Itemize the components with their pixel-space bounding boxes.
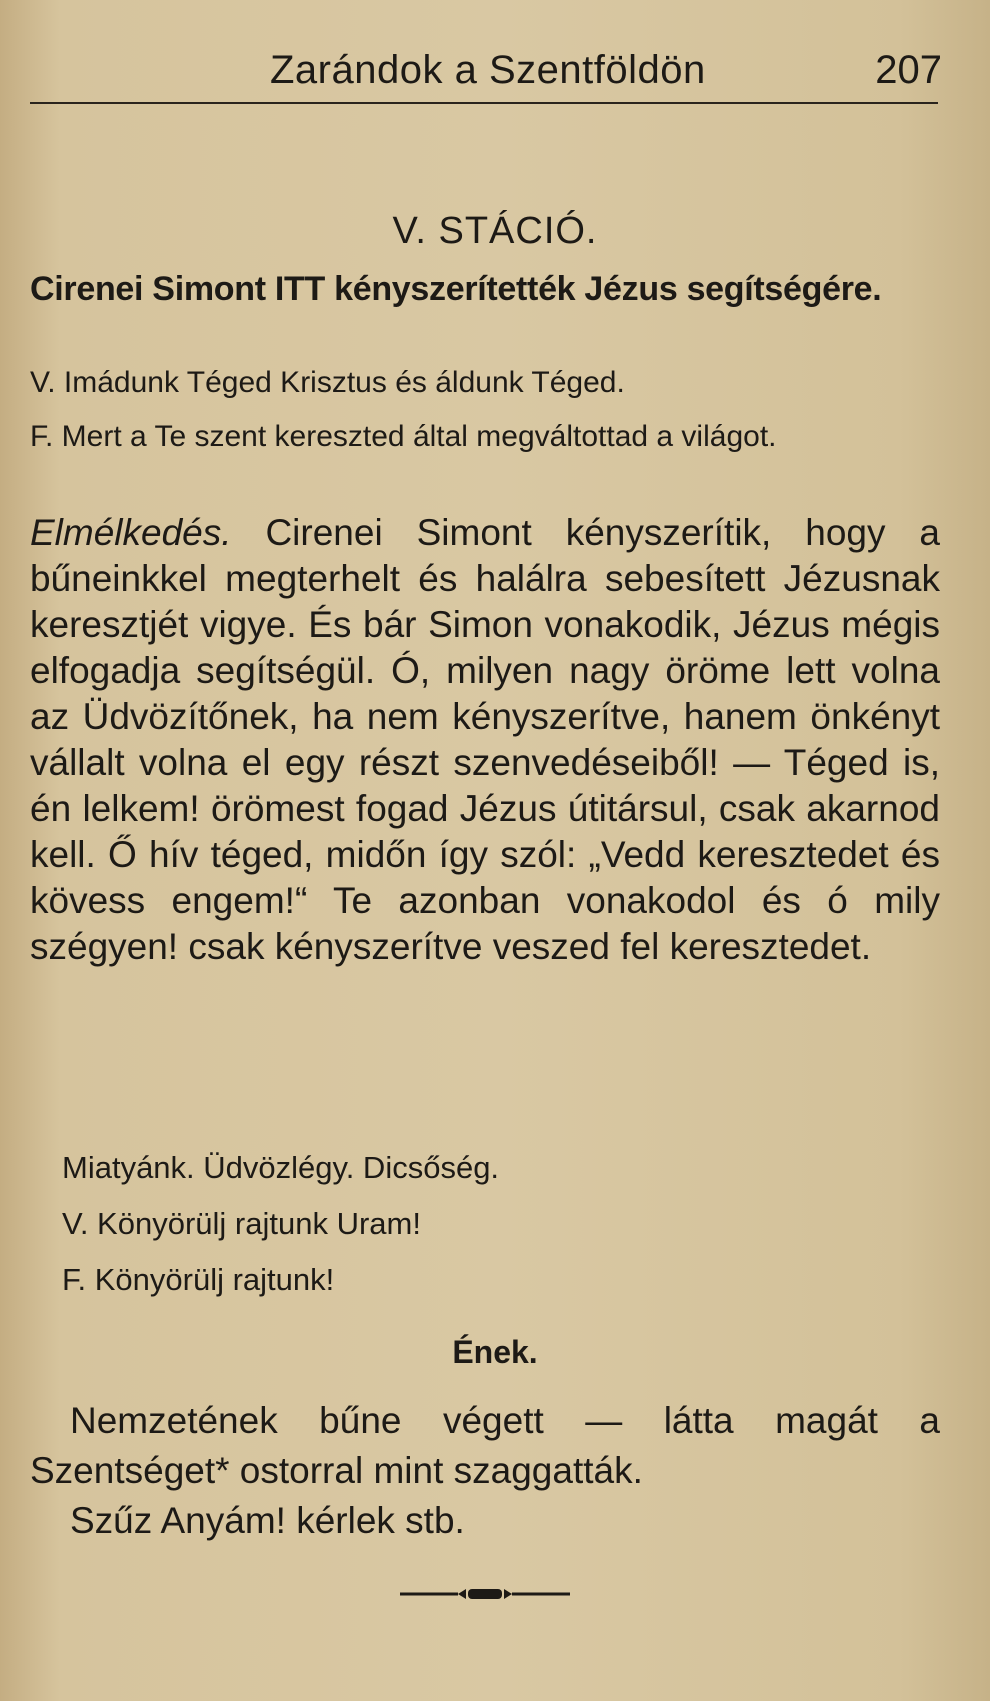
meditation-paragraph [30, 510, 940, 970]
prayers-line-3: F. Könyörülj rajtunk! [62, 1262, 335, 1297]
header-rule [30, 102, 938, 104]
prayers-line-2: V. Könyörülj rajtunk Uram! [62, 1206, 421, 1241]
page-number: 207 [875, 48, 942, 92]
song-verse [30, 1396, 940, 1546]
end-ornament-icon [400, 1588, 570, 1600]
meditation-label: Elmélkedés. [30, 512, 232, 553]
station-heading: V. STÁCIÓ. [392, 210, 598, 252]
meditation-text: Cirenei Simont kényszerítik, hogy a bűneinkkel megterhelt és halálra sebesített Jézusnak keresztjét vigye. És bár Simon vonakodik, Jézus mégis elfogadja segítségül. Ó, milyen nagy öröme lett volna az Üdvözítőnek, ha nem kényszerítve, hanem önkényt vállalt volna el egy részt szenvedéseiből! — Téged is, én lelkem! örömest fogad Jézus útitársul, csak akarnod kell. Ő hív téged, midőn így szól: „Vedd keresztedet és kövess engem!“ Te azonban vonakodol és ó mily szégyen! csak kényszerítve veszed fel keresztedet. [30, 512, 940, 967]
song-line-3: Szűz Anyám! kérlek stb. [70, 1500, 465, 1541]
station-subtitle: Cirenei Simont ITT kényszerítették Jézus segítségére. [30, 270, 882, 308]
versicle-line: V. Imádunk Téged Krisztus és áldunk Téged. [30, 366, 625, 399]
prayers-block [62, 1140, 972, 1308]
song-heading: Ének. [452, 1334, 538, 1370]
song-line-1: Nemzetének bűne végett — látta magát a [70, 1400, 940, 1441]
response-line: F. Mert a Te szent kereszted által megváltottad a világot. [30, 420, 777, 453]
prayers-line-1: Miatyánk. Üdvözlégy. Dicsőség. [62, 1150, 500, 1185]
running-title: Zarándok a Szentföldön [270, 48, 706, 92]
running-header [0, 40, 990, 100]
song-line-2: Szentséget* ostorral mint szaggatták. [30, 1450, 643, 1491]
